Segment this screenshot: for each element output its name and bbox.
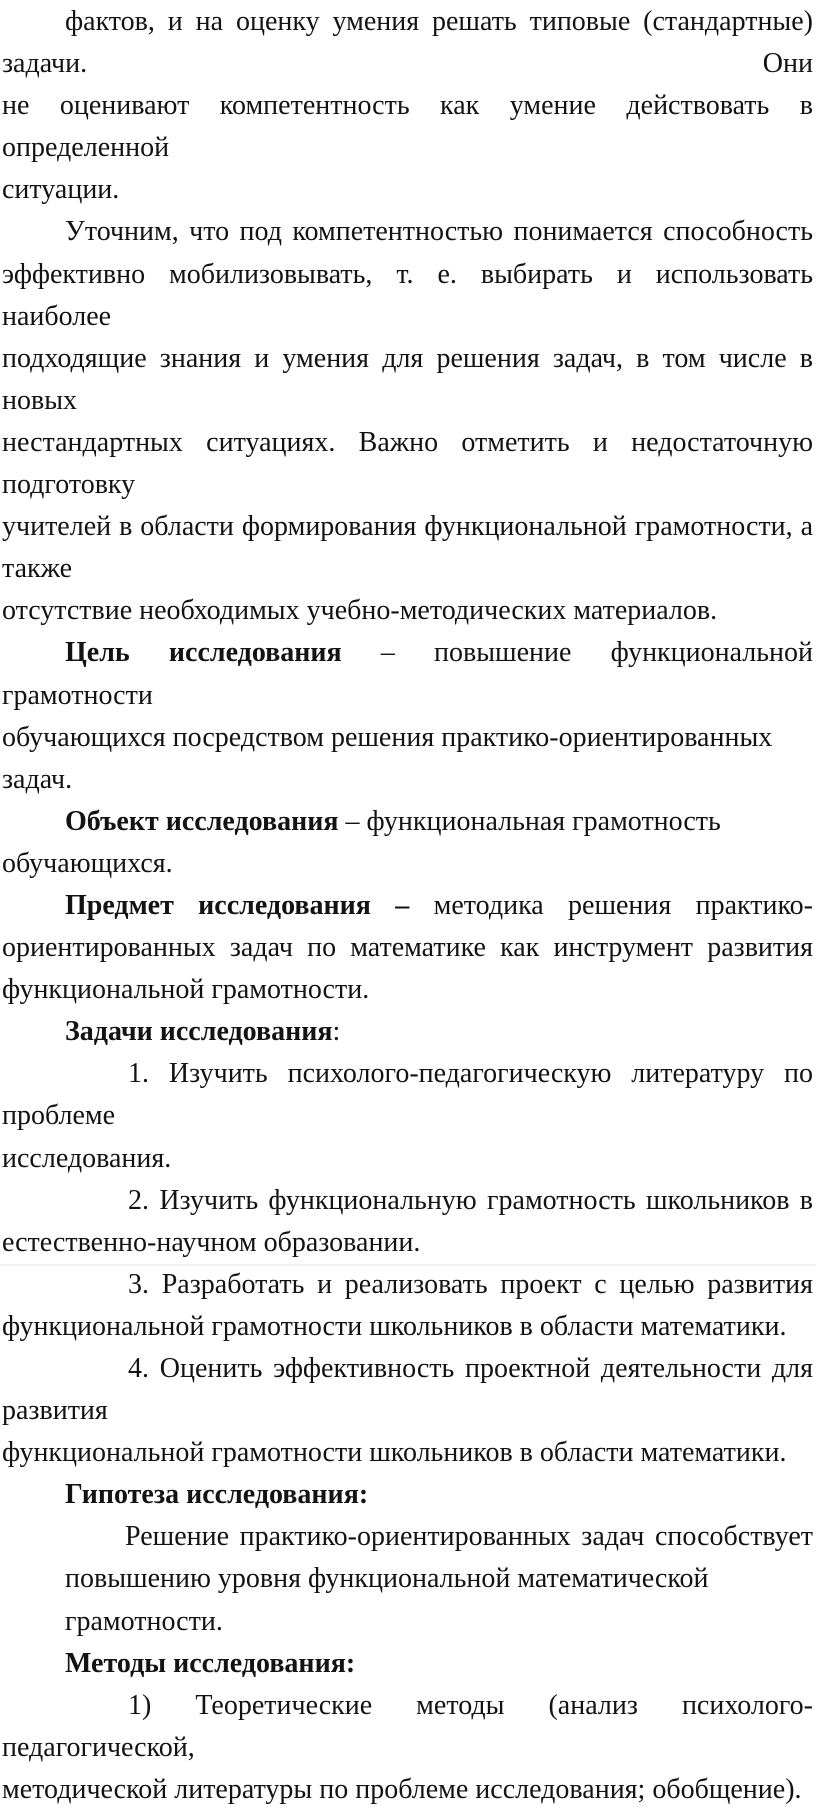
text-line-7 [2,422,813,506]
text-line-26 [65,1516,813,1558]
text-line-15 [2,969,813,1011]
text-segment: ситуации. [2,174,120,206]
text-segment: Изучить психолого-педагогическую литературу по проблеме [2,1058,814,1132]
text-segment: учителей в области формирования функциональной грамотности, а также [2,511,813,585]
text-line-27 [65,1558,813,1642]
text-segment: – повышение функциональной грамотности [2,637,813,711]
text-line-29 [2,1685,813,1769]
text-segment: Изучить функциональную грамотность школьников в [159,1184,814,1216]
text-segment-bold: Предмет исследования – [65,889,410,921]
text-segment: Разработать и реализовать проект с целью развития [161,1268,814,1300]
text-segment: методической литературы по проблеме исследования; обобщение). [2,1773,802,1805]
text-segment: естественно-научном образовании. [2,1226,421,1258]
text-line-30 [2,1769,813,1811]
text-segment: нестандартных ситуациях. Важно отметить и недостаточную подготовку [2,426,813,501]
text-line-5 [2,254,813,338]
text-segment: Теоретические методы (анализ психолого-педагогической, [2,1689,813,1763]
text-line-2 [2,85,813,169]
text-segment-bold: Объект исследования [65,805,339,837]
text-segment: Уточним, что под компетентностью понимается способность [65,216,813,248]
text-line-10 [2,632,813,716]
list-number: 3. [128,1268,149,1300]
text-segment: повышению уровня функциональной математической грамотности. [65,1563,709,1637]
text-segment: обучающихся посредством решения практико-ориентированных задач. [2,721,773,795]
text-segment: фактов, и на оценку умения решать типовые (стандартные) задачи. Они [2,6,813,80]
text-segment-bold: Задачи исследования [65,1016,333,1048]
text-segment: – функциональная грамотность обучающихся. [2,805,721,879]
text-line-11 [2,717,813,801]
text-line-3 [2,169,813,211]
text-line-21 [2,1264,813,1306]
text-line-16 [2,1011,813,1053]
text-line-23 [2,1348,813,1432]
text-segment: подходящие знания и умения для решения задач, в том числе в новых [2,342,813,416]
text-line-22 [2,1306,813,1348]
text-line-28 [2,1643,813,1685]
text-segment: ориентированных задач по математике как инструмент развития [2,932,813,964]
text-line-8 [2,506,813,590]
text-segment: функциональной грамотности. [2,974,370,1006]
text-segment: методика решения практико- [409,889,813,921]
text-line-18 [2,1138,813,1180]
text-line-24 [2,1432,813,1474]
text-segment: эффективно мобилизовывать, т. е. выбирать и использовать наиболее [2,258,813,332]
text-segment-bold: Методы исследования: [65,1647,356,1679]
list-number: 4. [128,1353,149,1384]
text-segment: Решение практико-ориентированных задач способствует [125,1521,813,1553]
list-number: 1. [128,1058,149,1090]
text-line-14 [2,927,813,969]
text-line-13 [2,885,813,927]
list-number: 1) [128,1689,152,1721]
text-segment: Оценить эффективность проектной деятельности для развития [2,1353,814,1427]
text-line-17 [2,1053,813,1137]
text-line-6 [2,338,813,422]
text-segment: не оценивают компетентность как умение действовать в определенной [2,90,813,164]
text-segment: исследования. [2,1142,172,1174]
text-line-25 [2,1474,813,1516]
text-segment-bold: Цель исследования [65,637,342,669]
text-segment: отсутствие необходимых учебно-методических материалов. [2,595,718,627]
text-segment-bold: Гипотеза исследования: [65,1479,369,1511]
text-line-4 [2,211,813,253]
text-segment: функциональной грамотности школьников в области математики. [2,1310,787,1342]
list-number: 2. [128,1184,149,1216]
text-segment: функциональной грамотности школьников в области математики. [2,1437,787,1469]
text-segment: : [332,1016,341,1048]
text-line-1 [2,1,813,85]
text-line-20 [2,1222,813,1264]
text-line-19 [2,1180,813,1222]
text-line-12 [2,801,813,885]
text-line-9 [2,590,813,632]
